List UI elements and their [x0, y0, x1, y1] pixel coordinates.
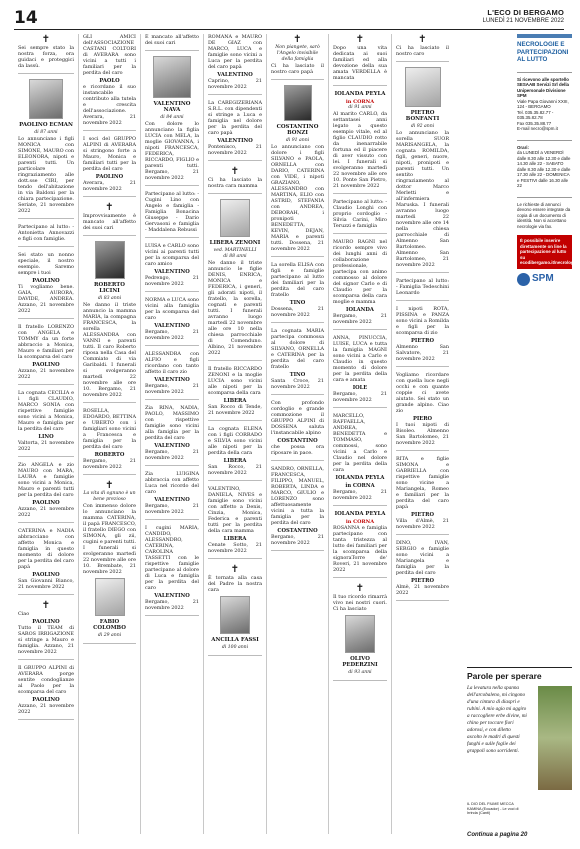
notice-text: Con immenso dolore lo annunciano la mamma CATERINA, il papà FRANCESCO, il fratello DIEGO con SIMONA, gli zii, cugini e parenti tutti. I funerali si svolgeranno martedì 22 novembre alle ore 10. Brembate, 21 novembre 2022 [83, 503, 136, 575]
sidebar-hours [517, 140, 572, 189]
notice-text: MAURO RAGNI nel ricordo sempre vivo dei lunghi anni di collaborazione professionale, partecipa con animo commosso al dolore del signor Carlo e di Claudio per la scomparsa della cara moglie e mamma [333, 239, 387, 305]
notice-text: È mancato all'affetto dei suoi cari [145, 34, 199, 46]
notice-closing: Azzano, 21 novembre 2022 [18, 368, 74, 380]
remembered-name: PAOLINO [95, 174, 124, 180]
hours-title: Orari: [517, 144, 529, 150]
notice-text: La cognata MARIA partecipa commossa al dolore di SILVANO, ORNELLA e CATERINA per la perdita del caro fratello [271, 328, 324, 370]
remembered-name: IOLANDA [346, 307, 374, 313]
remembered-name: PIETRO [411, 578, 434, 584]
remembered-name: LIBERA [223, 458, 247, 464]
age: di 100 anni [221, 645, 249, 650]
notice-text: DINO, IVAN, SERGIO e famiglie sono vicini a Mariangela e famiglia per la perdita del caro [396, 540, 449, 576]
obituary-notice [333, 199, 387, 234]
notice-text: La cognata ELENA con i figli CORRADO e SILVIA sono vicini alle nipoti per la perdita della cara [208, 426, 262, 456]
notice-text: Il fratello LORENZO con ANGELA e TOMMY da un forte abbraccio a Monica, Mauro e familiari per la scomparsa del caro [18, 324, 74, 360]
deceased-name: PIETRO BONFANTI [405, 110, 440, 122]
obituary-notice [271, 400, 324, 461]
age: di 93 anni [348, 670, 372, 675]
notice-closing: Bergamo, 21 novembre 2022 [333, 313, 387, 325]
online-notice[interactable]: È possibile inserire direttamente on line la partecipazione al lutto su ecodibergamo.it/necrologie [517, 235, 572, 269]
deceased-name: IOLANDA PEYLA [334, 91, 386, 97]
notice-closing: Bergamo, 21 novembre 2022 [145, 503, 199, 515]
sidebar-note: Le richieste di annunci devono essere integrate da copia di un documento di identità. Non si accettano necrologie via fax. [517, 197, 572, 230]
obituary-notice [333, 239, 387, 330]
obituary-notice [333, 413, 387, 506]
notice-text: ROMANA e MAURO DE GIAZ con MARCO, LUCA e famiglie sono vicini a Luca per la perdita del caro papà [208, 34, 262, 70]
remembered-name: IOLANDA PEYLA [335, 475, 385, 481]
notice-closing: San Rocco, 21 novembre 2022 [208, 464, 262, 476]
obituary-notice [333, 34, 387, 86]
remembered-name: PAOLINO [32, 619, 60, 625]
remembered-name: TINO [289, 372, 306, 378]
remembered-name: COSTANTINO [277, 528, 318, 534]
deceased-name-2: in CORNA [345, 519, 375, 525]
notice-text: Partecipano al lutto: - Claudio Longhi con proprio cordoglio - Silvia Carini, Miro Teruzzi e famiglia [333, 199, 387, 229]
age: di 29 anni [97, 633, 122, 638]
obituary-notice [208, 34, 262, 95]
remembered-name: VALENTINO [154, 323, 190, 329]
obituary-notice [208, 366, 262, 421]
notice-text: La CAREGIZERIANA S.R.L. con dipendenti si stringe a Luca e famiglia nel dolore per la perdita del caro papà [208, 100, 262, 136]
notice-text: Lo annunciano i figli MONICA con SIMONE, MAURO con ELEONORA, nipoti e parenti tutti. Un particolare ringraziamento alle dott.sse CIRI, per tendo dell'abitazione in via Baldoni per la chiara partecipazione. Seriate, 21 novembre 2022 [18, 136, 74, 214]
remembered-name: PAOLINO [32, 362, 60, 368]
obituary-notice [271, 85, 324, 257]
notice-text: Partecipano al lutto: - Antonietta Annovazzi e figli con famiglie. [18, 224, 74, 242]
obituary-notice [18, 79, 74, 219]
deceased-name: LIBERA ZENONI [209, 240, 261, 246]
notice-text: Il GRUPPO ALPINI di AVERARA porge sentite condoglianze al Paolo per la scomparsa del caro [18, 665, 74, 695]
publication-name: L'ECO DI BERGAMO [487, 8, 564, 17]
spm-logo [517, 273, 572, 286]
age: di 83 anni [97, 296, 122, 301]
deceased-name: COSTANTINO BONZI [276, 124, 319, 136]
remembered-name: PAOLINO [32, 500, 60, 506]
notice-text: ROSANNA e famiglia partecipano con tanta tristezza al lutto dei familiari per la scomparsa della signora [333, 525, 387, 561]
obituary-notice [396, 67, 449, 273]
column-1 [14, 34, 78, 834]
notice-closing: Bergamo, 21 novembre 2022 [271, 534, 324, 546]
remembered-name-2: in CORNA [345, 483, 375, 489]
notice-text: Il fratello RICCARDO ZENONI e la moglie LUCIA sono vicini alle nipoti per la scomparsa della cara [208, 366, 262, 396]
remembered-name: PAOLINO [32, 572, 60, 578]
remembered-name: PAOLINO [32, 278, 60, 284]
notice-text: I nipoti ROTA, PISSINA e PANZA sono vicini a Romilda e figli per la scomparsa di zio [396, 306, 449, 336]
remembered-name: VALENTINO [154, 593, 190, 599]
remembered-name: PIETRO [411, 512, 434, 518]
cross-icon: ✝ [355, 34, 365, 45]
notice-closing: Villa d'Almè, 21 novembre 2022 [396, 518, 449, 530]
obituary-notice [83, 241, 136, 403]
obituary-notice [271, 466, 324, 551]
notice-text: LUISA e CARLO sono vicini ai parenti tutti per la scomparsa del caro amico [145, 243, 199, 267]
parole-caption: IL DIO DEL FIUME MECCA KAMINA (Ecuador) - Le voci di Irrinda (Canti) [467, 802, 519, 816]
notice-text: Sei stato un nonno speciale, il nostro esempio. Saremo sempre i tuoi [18, 252, 74, 276]
age: di 92 anni [410, 124, 435, 129]
remembered-name: LINO [38, 434, 54, 440]
obituary-notice [333, 91, 387, 194]
obituary-notice [145, 56, 199, 186]
notice-text: ALESSANDRA con ALFIO e figli ricordano con tanto affetto il caro zio [145, 351, 199, 375]
obituary-notice [83, 136, 136, 197]
notice-closing: Bergamo, 21 novembre 2022 [145, 329, 199, 341]
notice-text: Partecipano al lutto: - Cugini Lino con Angelo e famiglia - Famiglia Bonacina Giuseppe - Dario Gervasoni e famiglia - Maddalena Rebussi [145, 191, 199, 233]
maiden-name: di 88 anni [223, 254, 247, 259]
obituary-notice [145, 243, 199, 292]
notice-closing: Cenate Sotto, 21 novembre 2022 [208, 542, 262, 554]
header-rule [14, 29, 564, 30]
sidebar-title: NECROLOGIE E PARTECIPAZIONI AL LUTTO [517, 41, 569, 63]
obituary-notice [271, 328, 324, 395]
notice-text: Al marito CARLO, da settantasei anni legato a questo esempio vitale, ed al figlio CLAUDIO rotto da inenarrabile fortuna ed il piacere di aver vissuto con lei. I funerali si svolgeranno martedì 22 novembre alle ore 10. Ponte San Pietro, 21 novembre 2022 [333, 111, 387, 189]
obituary-notice [145, 191, 199, 238]
parole-title: Parole per sperare [467, 671, 542, 681]
remembered-name: ROBERTO [94, 452, 125, 458]
deceased-name: FABIO COLOMBO [93, 619, 126, 631]
notice-closing: Bergamo, 21 novembre 2022 [333, 489, 387, 501]
age: di 91 anni [285, 138, 310, 143]
obituary-notice [83, 34, 136, 131]
notice-text: I soci del GRUPPO ALPINI di AVERARA si stringono forte a Mauro, Monica e familiari tutti per la perdita del caro [83, 136, 136, 172]
age: di 87 anni [34, 130, 58, 135]
obituary-notice [18, 390, 74, 457]
obituary-notice [208, 486, 262, 559]
notice-text: Ne danno il triste annuncio la mamma MARIA, la compagna FRANCESCA, la sorella ALESSANDRA con VANNI e parenti tutti. Il caro Roberto riposa nella Casa del Commiato di via Garibaldi. I funerali si svolgeranno martedì 22 novembre alle ore 10. Bergamo, 21 novembre 2022 [83, 302, 136, 398]
obituary-notice [83, 202, 136, 236]
notice-closing: Pedrengo, 21 novembre 2022 [145, 275, 199, 287]
obituary-notice [18, 324, 74, 385]
deceased-name: ROBERTO LICINI [94, 282, 125, 294]
notice-text: È tornata alla casa del Padre la nostra cara [208, 575, 262, 593]
epigraph: La vita di ognuno è un bene prezioso [83, 491, 136, 502]
cross-icon: ✝ [41, 34, 51, 45]
notice-text: Zia LUIGINA abbraccia con affetto Luca nel ricordo del caro [145, 471, 199, 495]
notice-text: Con dolore lo annunciano la figlia LUCIA con MELA, la moglie GIOVANNA, i nipoti FRANCESCA, FEDERICA, RICCARDO, FIGLIO e parenti tutti. Bergamo, 21 novembre 2022 [145, 121, 199, 181]
obituary-notice [145, 525, 199, 616]
remembered-name: PAOLINO [32, 697, 60, 703]
landscape-image [538, 686, 572, 790]
sidebar-fax: Fax 035.35.88.77 [517, 120, 552, 126]
spm-logo-text: SPM [532, 273, 554, 285]
obituary-notice [145, 471, 199, 520]
obituary-notice [333, 511, 387, 578]
parole-text: La levatura nella spanna dell'arcobaleno, mi cingono d'una cintura di diaspri e rubini. A mio agio mi aggiro a raccogliere erbe divine, mi chino per toccare fiori adorosi, e con diletto ascolto le madri di questi funghi e sulle foglie dei grappoli sono sorridenti. [467, 685, 527, 754]
notice-closing: che possa ora riposare in pace. [271, 444, 324, 456]
obituary-notice [208, 166, 262, 194]
notice-text: La sorella ELISA con figli e famiglie partecipano al lutto dei familiari per la perdita del caro fratello [271, 262, 324, 298]
obituary-notice [396, 278, 449, 301]
obituary-notice [208, 564, 262, 656]
obituary-notice [208, 100, 262, 161]
column-3 [140, 34, 203, 834]
cross-icon: ✝ [105, 480, 114, 491]
obituary-notice [18, 34, 74, 74]
cross-icon: ✝ [105, 202, 114, 213]
notice-closing: Bergamo, 21 novembre 2022 [145, 599, 199, 611]
column-4 [203, 34, 266, 834]
notice-text: Ci ha lasciato il nostro caro papà [271, 63, 324, 75]
cross-icon: ✝ [41, 600, 51, 611]
obituary-notice [271, 34, 324, 80]
notice-closing: Valtorta, 21 novembre 2022 [18, 440, 74, 452]
obituary-notice [208, 199, 262, 361]
obituary-notice [396, 372, 449, 451]
sidebar-tel: Tel. 035.35.82.77 - 035.35.82.78 [517, 109, 554, 120]
notice-text: Lo annunciano con dolore i figli SILVANO e PAOLA, ORNELLA con DARIO, CATERINA con VIDE, i nipoti GRAZIANO, ALESSANDRO con MARTINA, ELIO con ASTRID, STEFANIA con ANDREA, DEBORAH, i pronipoti BENEDETTA, KEVIN, DEJAN, MARIA e parenti tutti. Dossena, 21 novembre 2022 [271, 144, 324, 252]
portrait-photo [405, 67, 441, 107]
cross-icon: ✝ [418, 34, 427, 45]
notice-text: CATERINA e NADIA abbracciano con affetto Monica e famiglia in questo momento di dolore per la perdita del caro papà [18, 528, 74, 570]
portrait-photo [345, 615, 375, 653]
notice-text: Ci ha lasciato la nostra cara mamma [208, 177, 262, 189]
remembered-name: PIERO [412, 416, 433, 422]
notice-closing: e ricordano il suo instancabile contributo alla tutela e crescita dell'associazione. Averara, 21 novembre 2022 [83, 84, 136, 126]
notice-closing: Santa Croce, 21 novembre 2022 [271, 378, 324, 390]
notice-text: Zia RINA, NADIA, PAOLO, MASSIMO con rispettive famiglie sono vicini alla famiglia per la perdita del caro [145, 405, 199, 441]
column-5 [266, 34, 328, 834]
deceased-name-2: in CORNA [345, 99, 375, 105]
cross-icon: ✝ [355, 583, 365, 594]
sidebar-contact [517, 72, 572, 132]
notice-text: Zio ANGELA e zio MAURO con MARA, LAURA e famiglie sono vicini a Monica, Mauro e parenti tutti per la perdita del caro [18, 462, 74, 498]
obituary-notice [83, 480, 136, 644]
obituary-notice [18, 600, 74, 660]
cross-icon: ✝ [230, 564, 240, 575]
obituary-notice [18, 665, 74, 720]
parole-per-sperare-box [467, 667, 572, 842]
notice-closing: Dossena, 21 novembre 2022 [271, 306, 324, 318]
notice-closing: Azzano, 21 novembre 2022 [18, 506, 74, 518]
notice-text: ROSELLA, EDOARDO, BETTINA e UBERTO con i famigliari sono vicini a Francesca e famiglia per la perdita del caro [83, 408, 136, 450]
notice-closing: Bergamo, 21 novembre 2022 [145, 383, 199, 395]
notice-closing: Azzano, 21 novembre 2022 [18, 703, 74, 715]
obituary-notice [396, 34, 449, 62]
notice-closing: Bergamo, 21 novembre 2022 [145, 449, 199, 461]
notice-text: MARCELLO, RAFFAELLA, ANDREA, BENEDETTA e TOMMASO, commossi, sono vicini a Carlo e Claudio nel dolore per la perdita della cara [333, 413, 387, 473]
age: di 91 anni [348, 105, 372, 110]
notice-text: Il tuo ricordo rimarrà vivo nei nostri cuori. Ci ha lasciato [333, 594, 387, 612]
cross-icon: ✝ [293, 34, 302, 45]
notice-text: Ciao [18, 611, 30, 617]
notice-closing: San Giovanni Bianco, 21 novembre 2022 [18, 578, 74, 590]
portrait-photo [220, 596, 250, 634]
notice-text: Ci ha lasciato il nostro caro [396, 45, 449, 57]
age: ved. MARTINELLI [213, 248, 257, 253]
obituary-notice [145, 405, 199, 466]
remembered-name: LIBERA [223, 536, 247, 542]
obituary-notice [145, 34, 199, 51]
remembered-name: VALENTINO [154, 269, 190, 275]
notice-text: Ne danno il triste annuncio le figlie DENIS, ENRICA, MONICA e FEDERICA, i generi, gli adorati nipoti, il fratello, la sorella, cognati e parenti tutti. I funerali avranno luogo martedì 22 novembre alle ore 10 nella chiesa parrocchiale di Comenduno. Albino, 21 novembre 2022 [208, 260, 262, 356]
obituary-notice [396, 456, 449, 535]
remembered-name: VALENTINO [154, 443, 190, 449]
obituary-notice [333, 583, 387, 681]
obituary-notice [208, 426, 262, 481]
notice-closing: San Rocco di Tende, 21 novembre 2022 [208, 404, 262, 416]
portrait-photo [220, 199, 250, 237]
sidebar-address: Viale Papa Giovanni XXIII, 124 - BERGAMO [517, 98, 569, 109]
remembered-name: COSTANTINO [277, 438, 318, 444]
notice-text: VALENTINO, DANIELA, NIVES e famiglie sono vicini con affetto a Denis, Cinzia, Monica, Federica e parenti tutti per la perdita della cara mamma [208, 486, 262, 534]
notice-closing: Almenno San Salvatore, 21 novembre 2022 [396, 344, 449, 362]
notice-closing: I tuoi nipoti di Bisoleo. Almenno San Bartolomeo, 21 novembre 2022 [396, 422, 449, 446]
notice-text: NORMA e LUCA sono vicini alla famiglia per la scomparsa del caro [145, 297, 199, 321]
continua-link[interactable]: Continua a pagina 20 [467, 832, 528, 838]
obituary-notice [333, 335, 387, 408]
notice-closing: Bergamo, 21 novembre 2022 [333, 391, 387, 403]
notice-text: GLI AMICI dell'ASSOCIAZIONE CASTANI COLTORI di AVERARA sono vicini a tutti i familiari per la perdita del caro [83, 34, 136, 76]
notice-text: RITA e figlie SIMONA e GABRIELLA con rispettive famiglie sono vicine a Mariangela, Romeo e familiari per la perdita del caro papà [396, 456, 449, 510]
cross-icon: ✝ [230, 166, 240, 177]
page-number: 14 [14, 8, 38, 28]
obituary-notice [396, 540, 449, 601]
column-7 [391, 34, 453, 834]
notice-text: Con profondo cordoglio e grande commozione il GRUPPO ALPINI di DOSSENA saluta l'instancabile alpino [271, 400, 324, 436]
remembered-name: VALENTINO [217, 138, 253, 144]
notice-text: Lo annunciano la sorella SUOR MARISANGELA, la cognata ROMILDA, figli, generi, nuore, nipoti, pronipoti e parenti tutti. Un sentito ringraziamento al dottor Marco Merletti e all'infermiera Maruska. I funerali avranno luogo martedì 22 novembre alle ore 14 nella chiesa parrocchiale di Almenno San Bartolomeo. Almenno San Bartolomeo, 21 novembre 2022 [396, 130, 449, 268]
notice-closing: Pontenisco, 21 novembre 2022 [208, 144, 262, 156]
obituary-notice [18, 224, 74, 247]
obituary-notice [271, 262, 324, 323]
obituary-notice [18, 252, 74, 319]
obituary-notice [18, 462, 74, 523]
epigraph: Non piangete, sarò l'Angelo invisibile della famiglia [275, 45, 320, 62]
notice-closing: Almè, 21 novembre 2022 [396, 584, 449, 596]
remembered-name: TINO [289, 300, 306, 306]
spm-logo-icon [517, 273, 530, 286]
remembered-name: PAOLO [99, 78, 120, 84]
notice-closing: Caprino, 21 novembre 2022 [208, 78, 262, 90]
notice-closing: Torre de' Roveri, 21 novembre 2022 [333, 555, 387, 573]
remembered-name: VALENTINO [217, 72, 253, 78]
obituary-notice [83, 408, 136, 475]
age: di 84 anni [160, 115, 184, 120]
column-2 [78, 34, 140, 834]
portrait-photo [95, 578, 125, 616]
notice-closing: Averara, 21 novembre 2022 [83, 180, 136, 192]
notice-closing: Bergamo, 21 novembre 2022 [83, 458, 136, 470]
notice-text: Vogliamo ricordare con quella luce negli occhi e con quante coppie ci avete aiutato. Sei stato un grande alpino. Ciao zio [396, 372, 449, 414]
column-6 [328, 34, 391, 834]
portrait-photo [95, 241, 125, 279]
notice-text: Dopo una vita dedicata ai suoi familiari ed alla devozione della sua amata VERDELLA è mancata [333, 45, 387, 81]
notice-closing: Tutto il TEAM di SAROS IRRIGAZIONE si stringe a Mauro e famiglia. Azzano, 21 novembre 2022 [18, 625, 74, 655]
remembered-name: VALENTINO [154, 497, 190, 503]
sidebar-intro: Si ricevono alle sportello SESAAB Servizi Srl della Unipersonale Divisione SPM [517, 76, 569, 98]
remembered-name: LIBERA [223, 398, 247, 404]
notice-closing: Ti vogliamo bene. GAIA, AURORA, DAVIDE, ANDREA. Azzano, 21 novembre 2022 [18, 284, 74, 314]
deceased-name: VALENTINO NAVA [153, 101, 191, 113]
obituary-notice [145, 351, 199, 400]
remembered-name: PIETRO [411, 338, 434, 344]
notice-text: I cugini MARIA, CANDIDO, ALESSANDRO, CATERINA, CAROLINA TASSETTI con le rispettive famiglie partecipano al dolore di Luca e famiglia per la perdita del caro [145, 525, 199, 591]
portrait-photo [284, 85, 312, 121]
notice-text: Improvvisamente è mancato all'affetto dei suoi cari [83, 213, 136, 231]
sidebar-email[interactable]: E-mail necro@spm.it [517, 126, 558, 131]
portrait-photo [29, 79, 63, 119]
deceased-name: ANCILLA FASSI [211, 637, 259, 643]
hours-text: da LUNEDÌ a VENERDÌ dalle 8.30 alle 12.30 e dalle 14.30 alle 22 - SABATO dalle 8.30 alle 12.30 e dalle 17.30 alle 22 - DOMENICA e FESTIVI dalle 16.30 alle 22 [517, 150, 571, 188]
deceased-name: OLIVO PEDERZINI [342, 656, 378, 668]
notice-text: SANDRO, ORNELLA, FRANCESCA, FILIPPO, MANUEL, ROBERTA, LINDA e MARCO, GIULIO e LORENZO sono affettuosamente vicini a tutta la famiglia per la perdita del caro [271, 466, 324, 526]
sidebar-accent-bar [517, 34, 572, 38]
obituary-notice [396, 306, 449, 367]
obituary-notice [18, 528, 74, 595]
publication-date: LUNEDÌ 21 NOVEMBRE 2022 [482, 18, 564, 24]
notice-text: ANNA, PINUCCIA, LUISE, LUCA e tutta la famiglia MAGNI sono vicini a Carlo e Claudio in questo momento di dolore per la perdita della cara e amata [333, 335, 387, 383]
notice-text: Sei sempre stato la nostra forza, ora guidaci e proteggici da lassù. [18, 45, 74, 69]
notice-text: Partecipano al lutto: - Famiglia Tedeschini Leonardo [396, 278, 449, 296]
remembered-name: VALENTINO [154, 377, 190, 383]
deceased-name: PAOLINO ECMAN [19, 122, 73, 128]
remembered-name: IOLE [352, 385, 368, 391]
obituary-notice [145, 297, 199, 346]
notice-text: La cognata CECILIA e i figli CLAUDIO, MARCO SONIA con rispettive famiglie sono vicini a Monica, Mauro e famiglia per la perdita del caro [18, 390, 74, 432]
portrait-photo [153, 56, 191, 98]
deceased-name: IOLANDA PEYLA [334, 511, 386, 517]
